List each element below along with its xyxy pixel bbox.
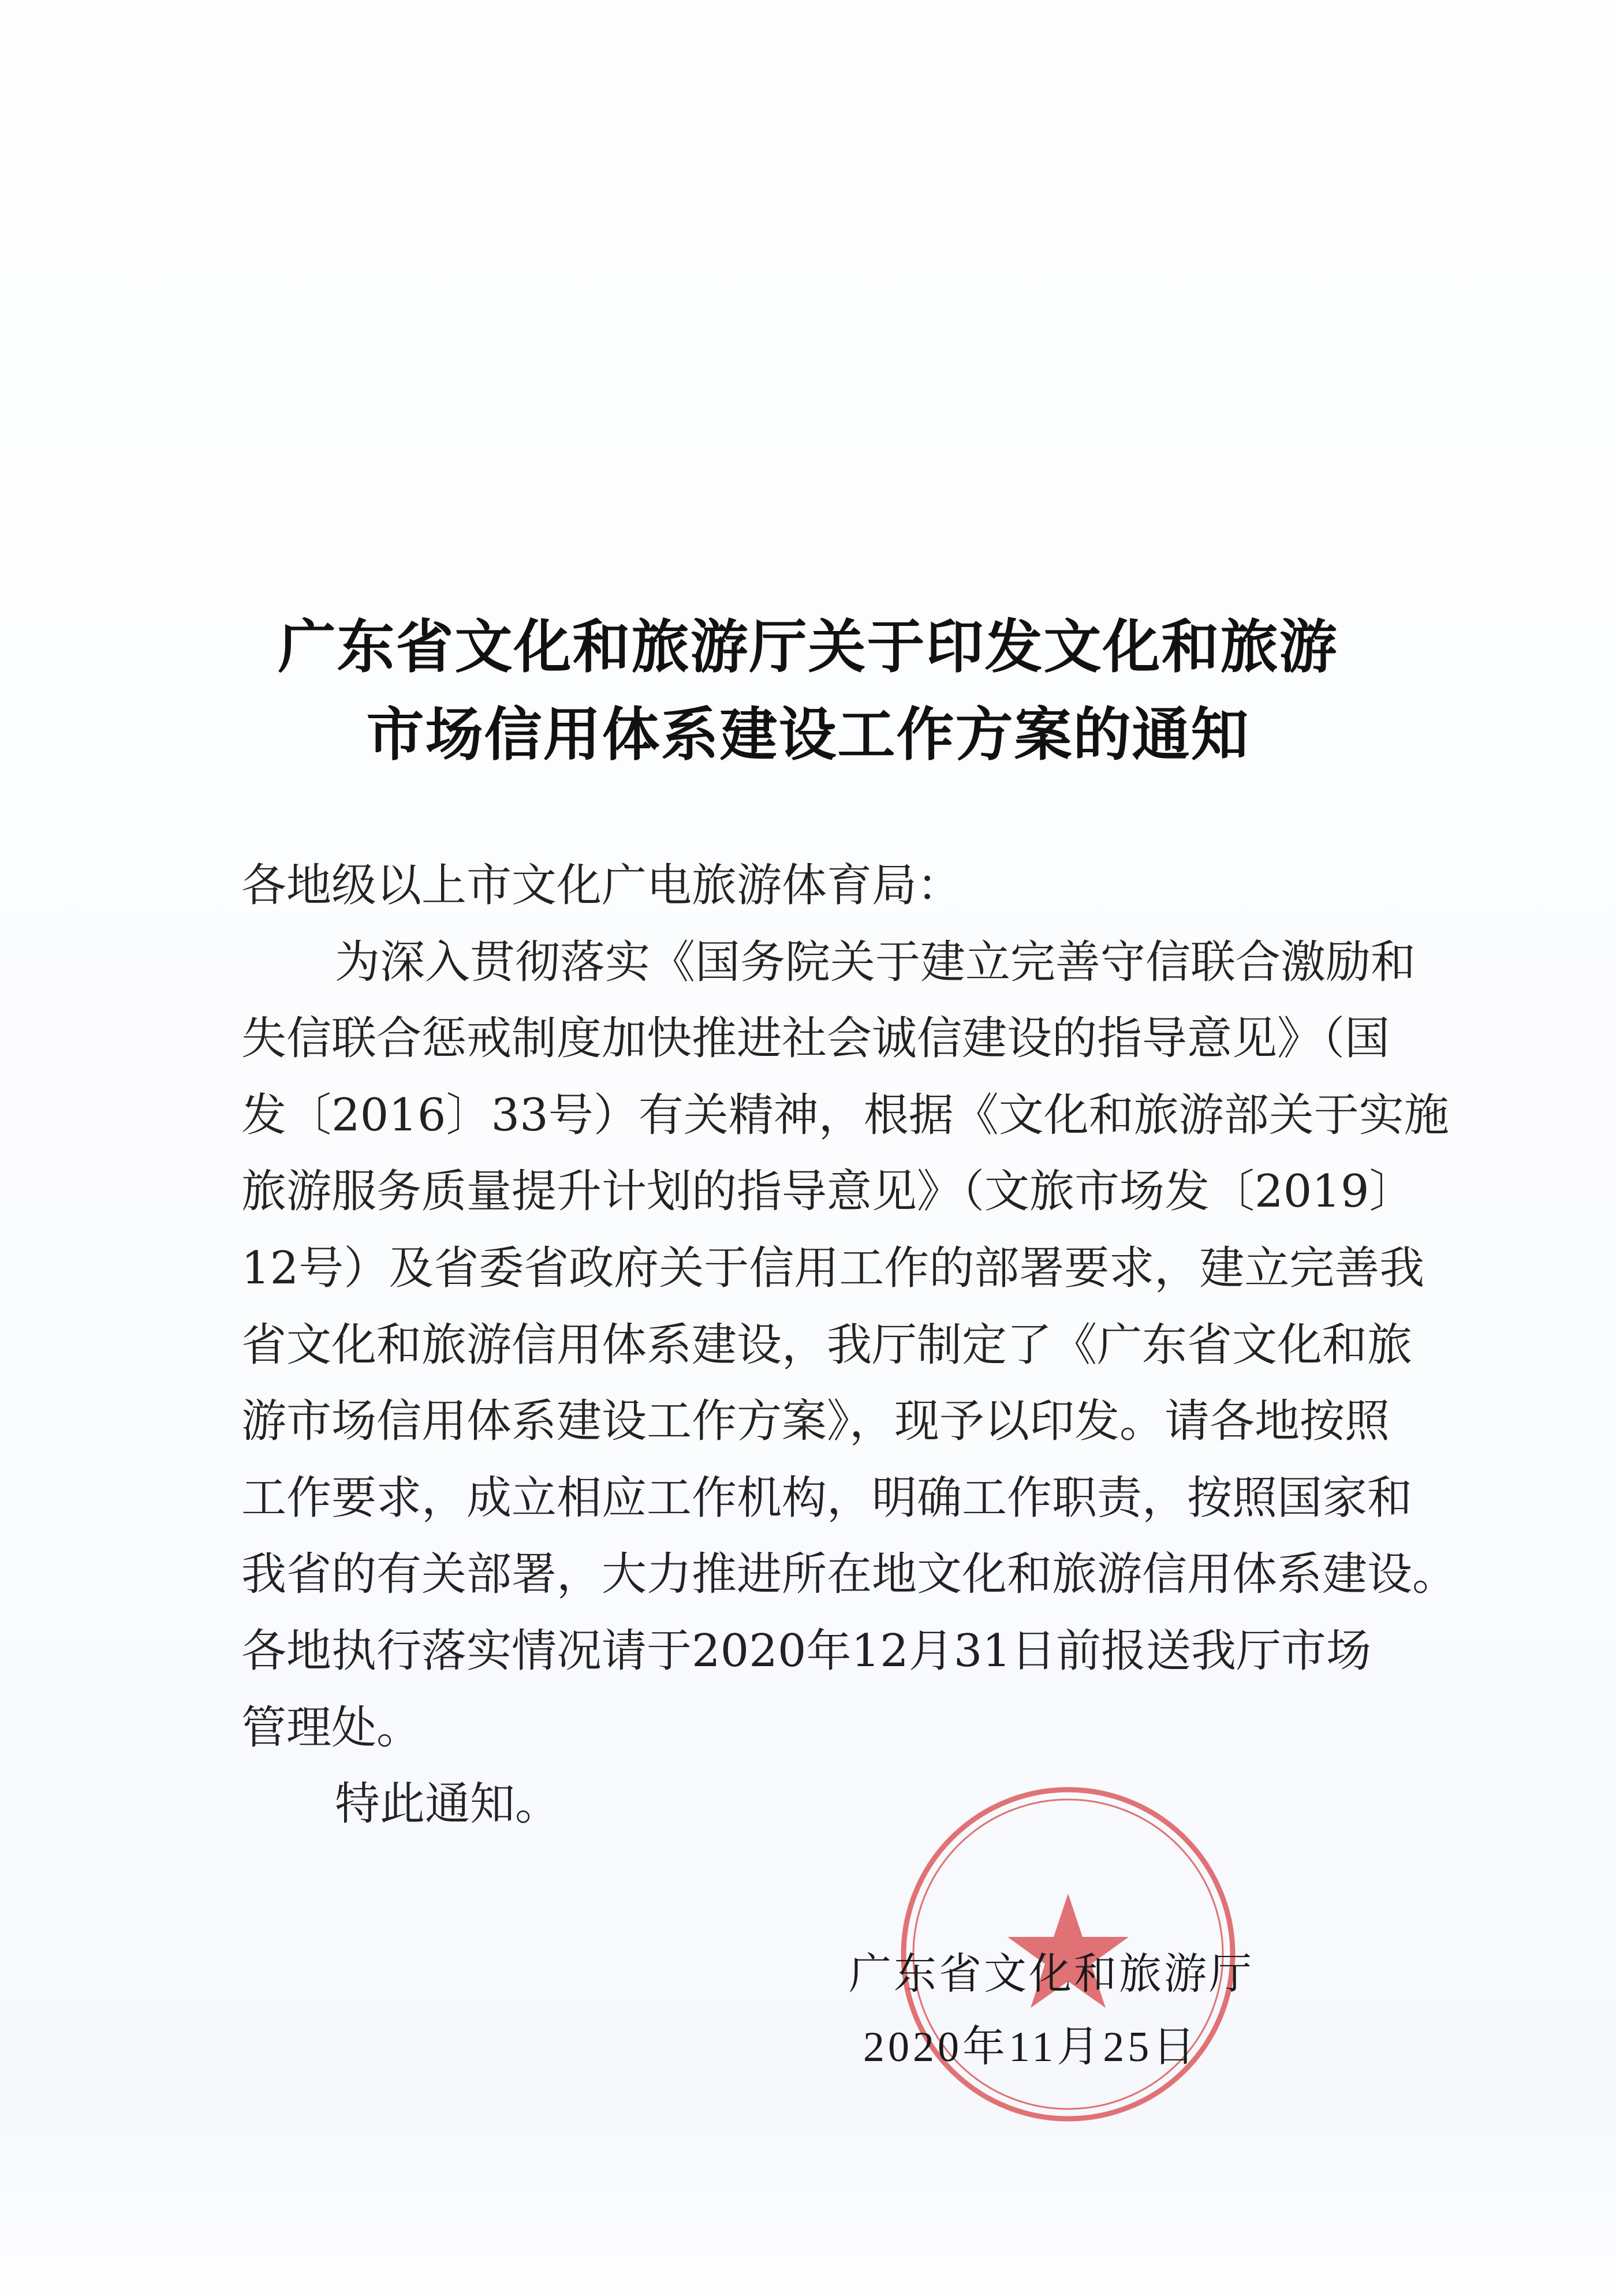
document-title-line-1: 广东省文化和旅游厅关于印发文化和旅游 [278, 613, 1338, 681]
body-line: 游市场信用体系建设工作方案》，现予以印发。请各地按照 [241, 1395, 1390, 1448]
body-line: 各地级以上市文化广电旅游体育局： [241, 860, 962, 912]
body-line: 各地执行落实情况请于2020年12月31日前报送我厅市场 [241, 1625, 1372, 1677]
body-line: 12号）及省委省政府关于信用工作的部署要求，建立完善我 [241, 1242, 1425, 1294]
document-body [241, 848, 1458, 1843]
signature-date: 2020年11月25日 [863, 2024, 1199, 2071]
body-line: 为深入贯彻落实《国务院关于建立完善守信联合激励和 [335, 936, 1416, 988]
body-line: 省文化和旅游信用体系建设，我厅制定了《广东省文化和旅 [241, 1319, 1413, 1371]
signature-organization: 广东省文化和旅游厅 [849, 1949, 1254, 1999]
body-line: 我省的有关部署，大力推进所在地文化和旅游信用体系建设。 [241, 1548, 1458, 1601]
body-line: 旅游服务质量提升计划的指导意见》（文旅市场发〔2019〕 [241, 1166, 1415, 1218]
document-title-line-2: 市场信用体系建设工作方案的通知 [366, 700, 1250, 768]
body-line: 失信联合惩戒制度加快推进社会诚信建设的指导意见》（国 [241, 1013, 1390, 1065]
body-line: 发〔2016〕33号）有关精神，根据《文化和旅游部关于实施 [241, 1089, 1449, 1141]
body-line: 特此通知。 [335, 1778, 561, 1831]
body-line: 工作要求，成立相应工作机构，明确工作职责，按照国家和 [241, 1472, 1413, 1524]
body-line: 管理处。 [241, 1701, 422, 1754]
